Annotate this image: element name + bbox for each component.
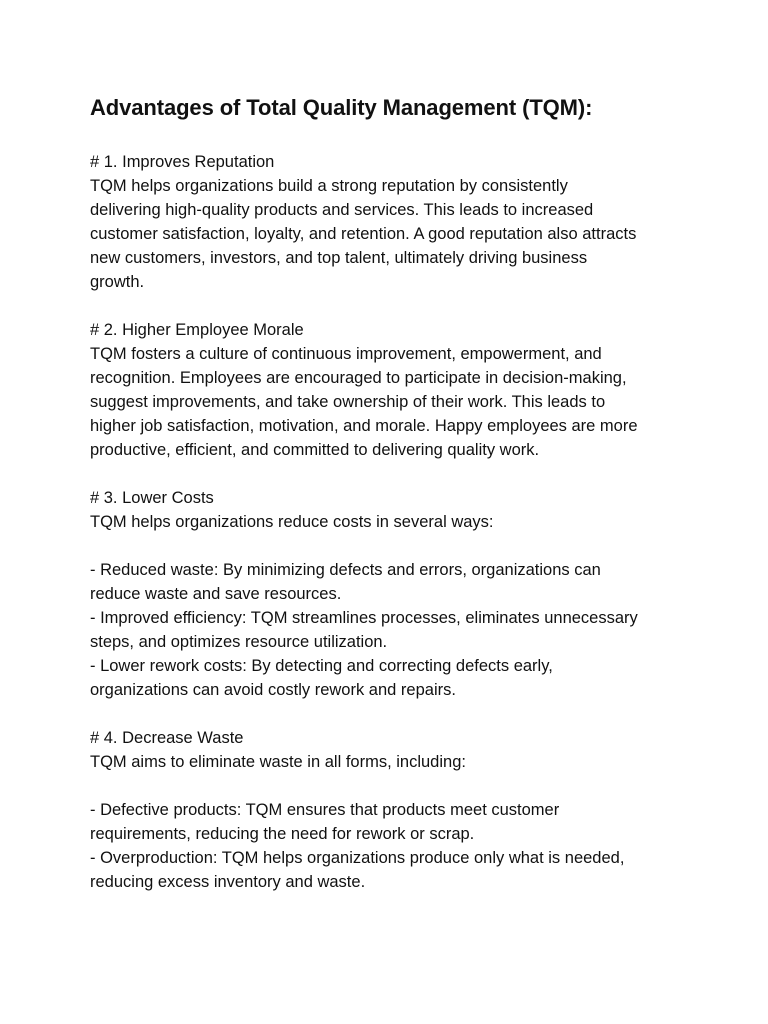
section-decrease-waste xyxy=(90,726,690,894)
blank-line xyxy=(90,534,690,558)
section-higher-employee-morale xyxy=(90,318,690,462)
document-page xyxy=(90,92,690,918)
paragraph-line: TQM helps organizations build a strong reputation by consistently xyxy=(90,177,568,195)
bullet-line: requirements, reducing the need for rework or scrap. xyxy=(90,825,475,843)
bullet-item xyxy=(90,606,690,654)
section-heading: # 4. Decrease Waste xyxy=(90,729,244,747)
bullet-line: steps, and optimizes resource utilization. xyxy=(90,633,388,651)
section-intro: TQM aims to eliminate waste in all forms, including: xyxy=(90,753,466,771)
section-improves-reputation xyxy=(90,150,690,294)
page-title: Advantages of Total Quality Management (TQM): xyxy=(90,95,593,120)
bullet-line: reduce waste and save resources. xyxy=(90,585,342,603)
section-intro: TQM helps organizations reduce costs in several ways: xyxy=(90,513,494,531)
section-lower-costs xyxy=(90,486,690,702)
bullet-item xyxy=(90,846,690,894)
section-heading: # 1. Improves Reputation xyxy=(90,153,275,171)
paragraph-line: productive, efficient, and committed to delivering quality work. xyxy=(90,441,540,459)
bullet-line: - Defective products: TQM ensures that products meet customer xyxy=(90,801,560,819)
bullet-item xyxy=(90,798,690,846)
section-heading: # 3. Lower Costs xyxy=(90,489,214,507)
paragraph-line: recognition. Employees are encouraged to participate in decision-making, xyxy=(90,369,627,387)
bullet-item xyxy=(90,654,690,702)
paragraph-line: customer satisfaction, loyalty, and retention. A good reputation also attracts xyxy=(90,225,637,243)
bullet-line: - Reduced waste: By minimizing defects and errors, organizations can xyxy=(90,561,601,579)
paragraph-line: suggest improvements, and take ownership of their work. This leads to xyxy=(90,393,606,411)
paragraph-line: higher job satisfaction, motivation, and morale. Happy employees are more xyxy=(90,417,638,435)
paragraph-line: TQM fosters a culture of continuous improvement, empowerment, and xyxy=(90,345,602,363)
paragraph-line: growth. xyxy=(90,273,145,291)
bullet-line: - Lower rework costs: By detecting and correcting defects early, xyxy=(90,657,553,675)
bullet-line: organizations can avoid costly rework and repairs. xyxy=(90,681,456,699)
bullet-item xyxy=(90,558,690,606)
paragraph-line: delivering high-quality products and services. This leads to increased xyxy=(90,201,594,219)
bullet-line: - Overproduction: TQM helps organizations produce only what is needed, xyxy=(90,849,625,867)
blank-line xyxy=(90,774,690,798)
bullet-line: reducing excess inventory and waste. xyxy=(90,873,366,891)
bullet-line: - Improved efficiency: TQM streamlines processes, eliminates unnecessary xyxy=(90,609,638,627)
paragraph-line: new customers, investors, and top talent, ultimately driving business xyxy=(90,249,588,267)
section-heading: # 2. Higher Employee Morale xyxy=(90,321,304,339)
